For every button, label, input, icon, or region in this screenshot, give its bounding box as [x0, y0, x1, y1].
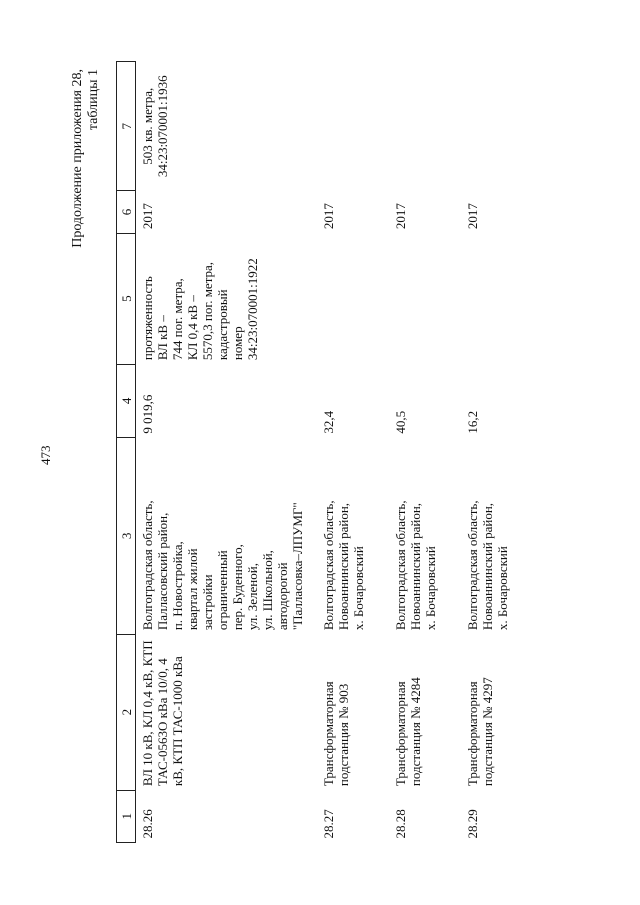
object-name-line: подстанция № 4284: [408, 677, 423, 787]
data-table: [116, 61, 523, 843]
object-location-line: х. Бочаровский: [351, 546, 366, 631]
row-spacer: [451, 62, 461, 843]
spacer-cell: [451, 62, 461, 843]
object-name: [389, 634, 451, 790]
object-name-line: подстанция № 903: [336, 683, 351, 787]
object-area: 32,4: [321, 410, 336, 434]
object-location-line: квартал жилой: [185, 548, 200, 631]
caption-line: Продолжение приложения 28,: [70, 69, 85, 248]
object-name-line: ТАС-0563О кВа 10/0, 4: [155, 658, 170, 787]
page-number: 473: [38, 445, 53, 465]
object-extra: [317, 62, 379, 191]
object-description-line: протяженность: [140, 276, 155, 361]
object-year: 2017: [393, 203, 408, 230]
object-description-line: 5570,3 пог. метра,: [200, 261, 215, 361]
object-extra: [136, 62, 308, 191]
object-area: 40,5: [393, 410, 408, 434]
object-location-line: Волгоградская область,: [393, 500, 408, 631]
object-name-line: ВЛ 10 кВ, КЛ 0,4 кВ, КТП: [140, 640, 155, 787]
object-location-line: "Палласовка–ЛПУМГ": [290, 502, 305, 631]
object-location: [461, 438, 523, 635]
object-name-line: Трансформаторная: [465, 681, 480, 787]
object-location-line: Новоаннинский район,: [336, 502, 351, 631]
object-description: [136, 233, 308, 364]
header-row: [117, 62, 136, 843]
object-name-line: подстанция № 4297: [480, 677, 495, 787]
object-location-line: п. Новостройка,: [170, 541, 185, 631]
table-row: [389, 62, 451, 843]
object-location-line: Волгоградская область,: [140, 500, 155, 631]
object-location-line: ул. Зеленой,: [245, 563, 260, 631]
object-location-line: застройки: [200, 574, 215, 631]
object-location-line: Волгоградская область,: [321, 500, 336, 631]
object-location-line: х. Бочаровский: [495, 546, 510, 631]
object-description: [317, 233, 379, 364]
object-description-line: КЛ 0,4 кВ –: [185, 295, 200, 361]
row-spacer: [307, 62, 317, 843]
object-description: [461, 233, 523, 364]
object-location-line: ул. Школьной,: [260, 550, 275, 631]
column-header: 7: [117, 62, 136, 191]
caption-line: таблицы 1: [86, 69, 101, 131]
row-spacer: [379, 62, 389, 843]
spacer-cell: [307, 62, 317, 843]
object-year: 2017: [321, 203, 336, 230]
object-year: 2017: [140, 203, 155, 230]
object-area: 9 019,6: [140, 394, 155, 434]
object-name: [136, 634, 308, 790]
object-name-line: кВ, КТП ТАС-1000 кВа: [170, 656, 185, 787]
table-row: [136, 62, 308, 843]
object-location-line: автодорогой: [275, 562, 290, 631]
object-description-line: 34:23:070001:1922: [245, 258, 260, 361]
column-header: 5: [117, 233, 136, 364]
column-header: 1: [117, 790, 136, 842]
object-area: 16,2: [465, 410, 480, 434]
object-description-line: номер: [230, 326, 245, 361]
object-location-line: Палласовский район,: [155, 512, 170, 631]
table-caption: [70, 69, 102, 305]
object-extra-line: 503 кв. метра,: [140, 87, 155, 165]
table-row: [461, 62, 523, 843]
object-location: [317, 438, 379, 635]
row-number: 28.28: [393, 809, 408, 839]
object-name-line: Трансформаторная: [393, 681, 408, 787]
row-number: 28.29: [465, 809, 480, 839]
object-location-line: Новоаннинский район,: [408, 502, 423, 631]
object-location-line: пер. Буденного,: [230, 544, 245, 631]
object-name: [461, 634, 523, 790]
object-location-line: х. Бочаровский: [423, 546, 438, 631]
row-number: 28.27: [321, 809, 336, 839]
object-location-line: Волгоградская область,: [465, 500, 480, 631]
column-header: 6: [117, 191, 136, 233]
object-description-line: ВЛ кВ –: [155, 315, 170, 361]
row-number: 28.26: [140, 809, 155, 839]
object-location-line: ограниченный: [215, 550, 230, 631]
object-description-line: кадастровый: [215, 289, 230, 361]
column-header: 4: [117, 364, 136, 438]
object-extra: [461, 62, 523, 191]
object-extra: [389, 62, 451, 191]
spacer-cell: [379, 62, 389, 843]
object-year: 2017: [465, 203, 480, 230]
object-name-line: Трансформаторная: [321, 681, 336, 787]
object-location: [136, 438, 308, 635]
object-name: [317, 634, 379, 790]
column-header: 2: [117, 634, 136, 790]
object-location: [389, 438, 451, 635]
column-header: 3: [117, 438, 136, 635]
object-extra-line: 34:23:070001:1936: [155, 75, 170, 178]
object-description: [389, 233, 451, 364]
table-row: [317, 62, 379, 843]
object-description-line: 744 пог. метра,: [170, 278, 185, 361]
object-location-line: Новоаннинский район,: [480, 502, 495, 631]
